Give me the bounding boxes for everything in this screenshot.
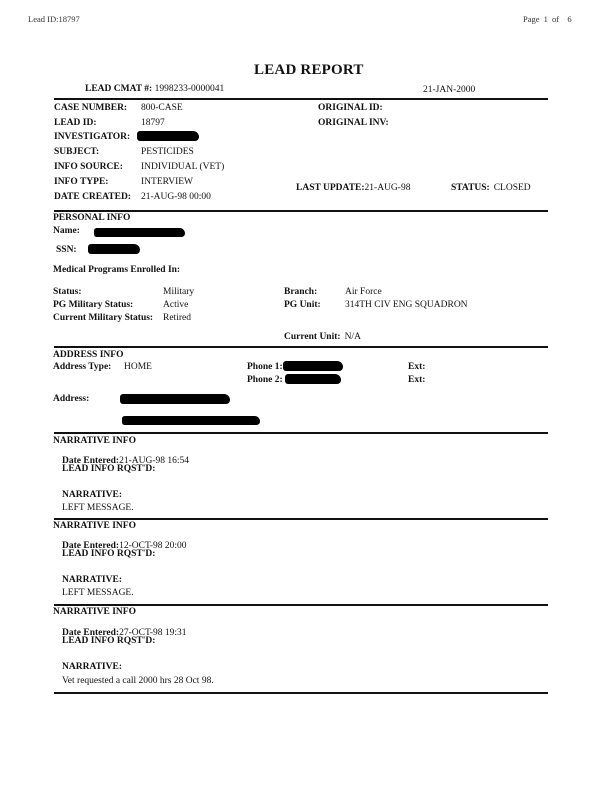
lead-info-rqstd-label: LEAD INFO RQST'D:	[62, 636, 156, 646]
divider	[54, 210, 548, 212]
info-type-value: INTERVIEW	[141, 177, 193, 187]
medical-programs-label: Medical Programs Enrolled In:	[53, 265, 181, 275]
date-entered-label: Date Entered:	[62, 456, 120, 466]
status-label: Status:	[53, 287, 82, 297]
address-info-heading: ADDRESS INFO	[53, 350, 124, 360]
original-inv-label: ORIGINAL INV:	[318, 118, 389, 128]
divider	[54, 604, 548, 606]
narrative-heading: NARRATIVE INFO	[53, 521, 136, 531]
lead-info-rqstd-label: LEAD INFO RQST'D:	[62, 549, 156, 559]
info-source-value: INDIVIDUAL (VET)	[141, 162, 225, 172]
subject-value: PESTICIDES	[141, 147, 194, 157]
lead-id-label: LEAD ID:	[54, 118, 97, 128]
report-date: 21-JAN-2000	[423, 85, 476, 95]
page-label: Page	[523, 14, 540, 24]
page-header-lead-id	[28, 14, 80, 24]
status	[451, 177, 531, 195]
date-created-value: 21-AUG-98 00:00	[141, 192, 211, 202]
divider	[54, 98, 548, 100]
branch-value: Air Force	[345, 287, 382, 297]
ext1-label: Ext:	[408, 362, 426, 372]
name-label: Name:	[53, 226, 80, 236]
narrative-text: Vet requested a call 2000 hrs 28 Oct 98.	[62, 676, 214, 686]
page-of: of	[552, 14, 560, 24]
narrative-label: NARRATIVE:	[62, 575, 122, 585]
date-entered-value: 21-AUG-98 16:54	[119, 456, 190, 466]
pg-military-status-label: PG Military Status:	[53, 300, 134, 310]
phone2-label: Phone 2:	[247, 375, 283, 385]
page-total: 6	[567, 14, 572, 24]
case-number-value: 800-CASE	[141, 103, 183, 113]
personal-info-heading: PERSONAL INFO	[53, 213, 131, 223]
cmat-value: 1998233-0000041	[154, 84, 225, 94]
page-number	[523, 14, 572, 24]
date-entered-value: 12-OCT-98 20:00	[119, 541, 187, 551]
divider	[54, 518, 548, 520]
cmat-row	[85, 84, 224, 94]
report-title: LEAD REPORT	[254, 62, 364, 78]
cmat-label: LEAD CMAT #:	[85, 84, 153, 94]
pg-military-status-value: Active	[163, 300, 189, 310]
phone1-label: Phone 1:	[247, 362, 283, 372]
ext2-label: Ext:	[408, 375, 426, 385]
pg-unit-value: 314TH CIV ENG SQUADRON	[345, 300, 468, 310]
divider	[54, 692, 548, 694]
current-military-status-value: Retired	[163, 313, 191, 323]
narrative-label: NARRATIVE:	[62, 490, 122, 500]
lead-id-value: 18797	[58, 14, 80, 24]
date-created-label: DATE CREATED:	[54, 192, 131, 202]
case-number-label: CASE NUMBER:	[54, 103, 128, 113]
current-unit	[284, 326, 361, 344]
status-value: Military	[163, 287, 195, 297]
last-update	[296, 177, 410, 195]
divider	[54, 432, 548, 434]
investigator-redacted	[137, 131, 199, 141]
narrative-label: NARRATIVE:	[62, 662, 122, 672]
name-redacted	[94, 228, 185, 237]
date-entered-label: Date Entered:	[62, 628, 120, 638]
info-type-label: INFO TYPE:	[54, 177, 109, 187]
ssn-label: SSN:	[56, 245, 77, 255]
ssn-redacted	[88, 244, 140, 254]
phone1-redacted	[283, 361, 343, 371]
address-label: Address:	[53, 394, 90, 404]
address-type-value: HOME	[124, 362, 152, 372]
last-update-label: LAST UPDATE:	[296, 183, 365, 193]
narrative-text: LEFT MESSAGE.	[62, 503, 134, 513]
page-current: 1	[543, 14, 548, 24]
lead-id-label: Lead ID:	[28, 14, 59, 24]
original-id-label: ORIGINAL ID:	[318, 103, 383, 113]
narrative-text: LEFT MESSAGE.	[62, 588, 134, 598]
address-line1-redacted	[120, 394, 230, 404]
date-entered-label: Date Entered:	[62, 541, 120, 551]
address-line2-redacted	[122, 416, 260, 425]
divider	[54, 346, 548, 348]
address-type-label: Address Type:	[53, 362, 112, 372]
current-unit-label: Current Unit:	[284, 332, 341, 342]
status-badge: CLOSED	[493, 183, 531, 193]
current-unit-value: N/A	[344, 332, 361, 342]
lead-id-value: 18797	[141, 118, 165, 128]
branch-label: Branch:	[284, 287, 318, 297]
info-source-label: INFO SOURCE:	[54, 162, 123, 172]
narrative-heading: NARRATIVE INFO	[53, 436, 136, 446]
last-update-value: 21-AUG-98	[364, 183, 411, 193]
investigator-label: INVESTIGATOR:	[54, 132, 131, 142]
current-military-status-label: Current Military Status:	[53, 313, 154, 323]
phone2-redacted	[285, 374, 341, 384]
lead-info-rqstd-label: LEAD INFO RQST'D:	[62, 464, 156, 474]
narrative-heading: NARRATIVE INFO	[53, 607, 136, 617]
status-label: STATUS:	[451, 183, 490, 193]
pg-unit-label: PG Unit:	[284, 300, 321, 310]
date-entered-value: 27-OCT-98 19:31	[119, 628, 187, 638]
subject-label: SUBJECT:	[54, 147, 100, 157]
